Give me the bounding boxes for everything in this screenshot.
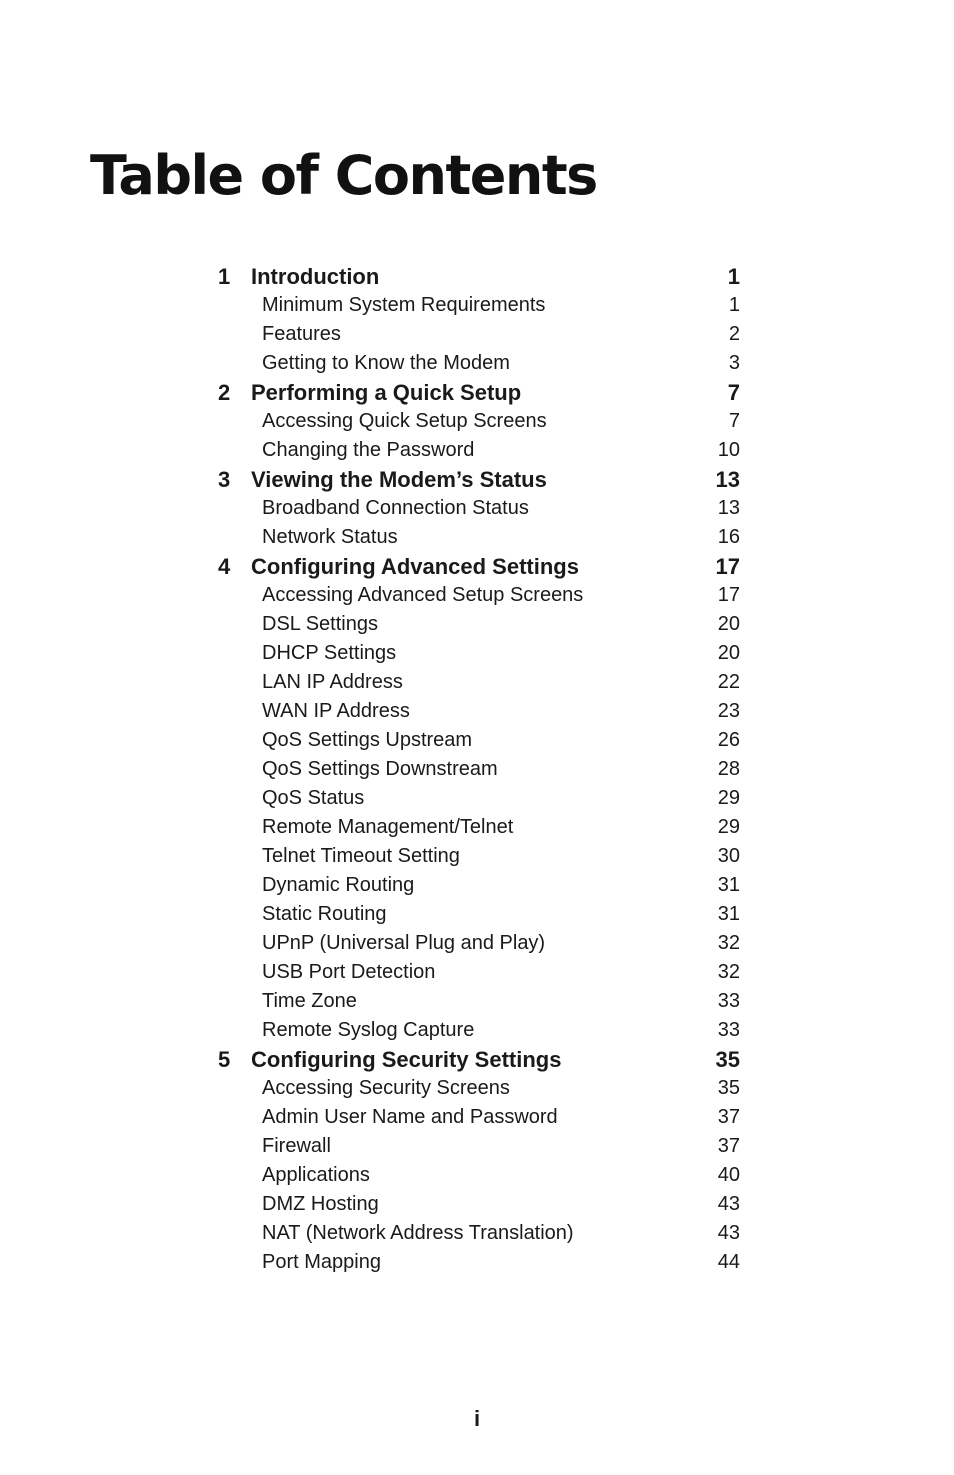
- toc-section-entry[interactable]: [218, 726, 740, 755]
- page-ref: 28: [717, 758, 740, 780]
- page-ref: 31: [717, 903, 740, 925]
- chapter-number: 5: [218, 1047, 231, 1072]
- chapter-title: Configuring Security Settings: [251, 1047, 562, 1072]
- page-ref: 10: [717, 439, 740, 461]
- page-ref: 44: [717, 1251, 740, 1273]
- toc-section-entry[interactable]: [218, 1248, 740, 1277]
- page-ref: 32: [717, 932, 740, 954]
- page-ref: 40: [717, 1164, 740, 1186]
- section-title: Features: [262, 323, 341, 345]
- page-ref: 29: [717, 816, 740, 838]
- chapter-number: 2: [218, 380, 231, 405]
- page-ref: 16: [717, 526, 740, 548]
- toc-section-entry[interactable]: [218, 842, 740, 871]
- toc-section-entry[interactable]: [218, 1190, 740, 1219]
- toc-section-entry[interactable]: [218, 929, 740, 958]
- page-ref: 7: [728, 410, 740, 432]
- page-ref: 26: [717, 729, 740, 751]
- page-ref: 31: [717, 874, 740, 896]
- section-title: NAT (Network Address Translation): [262, 1222, 574, 1244]
- chapter-title: Configuring Advanced Settings: [251, 554, 579, 579]
- toc-section-entry[interactable]: [218, 436, 740, 465]
- page-ref: 33: [717, 990, 740, 1012]
- toc-section-entry[interactable]: [218, 987, 740, 1016]
- toc-section-entry[interactable]: [218, 958, 740, 987]
- page-ref: 43: [717, 1222, 740, 1244]
- page-ref: 7: [727, 380, 740, 405]
- page-title: Table of Contents: [90, 144, 597, 207]
- page-ref: 13: [717, 497, 740, 519]
- section-title: Accessing Security Screens: [262, 1077, 510, 1099]
- section-title: Port Mapping: [262, 1251, 381, 1273]
- section-title: QoS Status: [262, 787, 365, 809]
- chapter-title: Performing a Quick Setup: [251, 380, 522, 405]
- toc-chapter-entry[interactable]: [218, 552, 740, 581]
- toc-section-entry[interactable]: [218, 349, 740, 378]
- chapter-number: 3: [218, 467, 231, 492]
- page-ref: 23: [717, 700, 740, 722]
- toc-section-entry[interactable]: [218, 639, 740, 668]
- toc-section-entry[interactable]: [218, 1132, 740, 1161]
- section-title: DSL Settings: [262, 613, 378, 635]
- toc-section-entry[interactable]: [218, 755, 740, 784]
- page-ref: 20: [717, 613, 740, 635]
- toc-section-entry[interactable]: [218, 320, 740, 349]
- page-ref: 22: [717, 671, 740, 693]
- toc-section-entry[interactable]: [218, 871, 740, 900]
- section-title: WAN IP Address: [262, 700, 410, 722]
- toc-section-entry[interactable]: [218, 784, 740, 813]
- section-title: Changing the Password: [262, 439, 475, 461]
- toc-chapter-entry[interactable]: [218, 1045, 740, 1074]
- toc-section-entry[interactable]: [218, 1103, 740, 1132]
- chapter-number: 1: [218, 264, 231, 289]
- toc-section-entry[interactable]: [218, 900, 740, 929]
- section-title: Admin User Name and Password: [262, 1106, 558, 1128]
- toc-section-entry[interactable]: [218, 494, 740, 523]
- page-ref: 30: [717, 845, 740, 867]
- chapter-title: Viewing the Modem’s Status: [251, 467, 547, 492]
- toc-section-entry[interactable]: [218, 523, 740, 552]
- toc-section-entry[interactable]: [218, 668, 740, 697]
- section-title: QoS Settings Upstream: [262, 729, 473, 751]
- section-title: USB Port Detection: [262, 961, 436, 983]
- page-ref: 37: [717, 1106, 740, 1128]
- toc-section-entry[interactable]: [218, 697, 740, 726]
- section-title: Telnet Timeout Setting: [262, 845, 460, 867]
- page-ref: 17: [715, 554, 740, 579]
- section-title: Remote Management/Telnet: [262, 816, 514, 838]
- page-ref: 29: [717, 787, 740, 809]
- page-ref: 2: [728, 323, 740, 345]
- section-title: Accessing Advanced Setup Screens: [262, 584, 584, 606]
- page-ref: 33: [717, 1019, 740, 1041]
- section-title: Getting to Know the Modem: [262, 352, 510, 374]
- section-title: Time Zone: [262, 990, 357, 1012]
- toc-section-entry[interactable]: [218, 813, 740, 842]
- page-ref: 17: [717, 584, 740, 606]
- page-number: i: [473, 1406, 481, 1431]
- section-title: Applications: [262, 1164, 370, 1186]
- page-ref: 32: [717, 961, 740, 983]
- page-ref: 20: [717, 642, 740, 664]
- section-title: QoS Settings Downstream: [262, 758, 498, 780]
- page-ref: 1: [728, 294, 740, 316]
- toc-section-entry[interactable]: [218, 581, 740, 610]
- section-title: Static Routing: [262, 903, 387, 925]
- page-ref: 37: [717, 1135, 740, 1157]
- section-title: Minimum System Requirements: [262, 294, 546, 316]
- toc-chapter-entry[interactable]: [218, 262, 740, 291]
- toc-list: [218, 262, 740, 1277]
- page-ref: 35: [715, 1047, 740, 1072]
- section-title: Broadband Connection Status: [262, 497, 529, 519]
- toc-section-entry[interactable]: [218, 1219, 740, 1248]
- page-ref: 13: [715, 467, 740, 492]
- section-title: Remote Syslog Capture: [262, 1019, 475, 1041]
- section-title: Dynamic Routing: [262, 874, 415, 896]
- chapter-number: 4: [218, 554, 231, 579]
- toc-section-entry[interactable]: [218, 407, 740, 436]
- page-ref: 35: [717, 1077, 740, 1099]
- chapter-title: Introduction: [251, 264, 380, 289]
- page-ref: 43: [717, 1193, 740, 1215]
- toc-section-entry[interactable]: [218, 291, 740, 320]
- section-title: Firewall: [262, 1135, 331, 1157]
- toc-section-entry[interactable]: [218, 610, 740, 639]
- section-title: DMZ Hosting: [262, 1193, 379, 1215]
- toc-chapter-entry[interactable]: [218, 465, 740, 494]
- toc-chapter-entry[interactable]: [218, 378, 740, 407]
- section-title: LAN IP Address: [262, 671, 403, 693]
- page-ref: 1: [727, 264, 740, 289]
- section-title: Accessing Quick Setup Screens: [262, 410, 547, 432]
- section-title: Network Status: [262, 526, 398, 548]
- toc-section-entry[interactable]: [218, 1074, 740, 1103]
- section-title: DHCP Settings: [262, 642, 397, 664]
- page-ref: 3: [728, 352, 740, 374]
- toc-section-entry[interactable]: [218, 1161, 740, 1190]
- toc-section-entry[interactable]: [218, 1016, 740, 1045]
- section-title: UPnP (Universal Plug and Play): [262, 932, 546, 954]
